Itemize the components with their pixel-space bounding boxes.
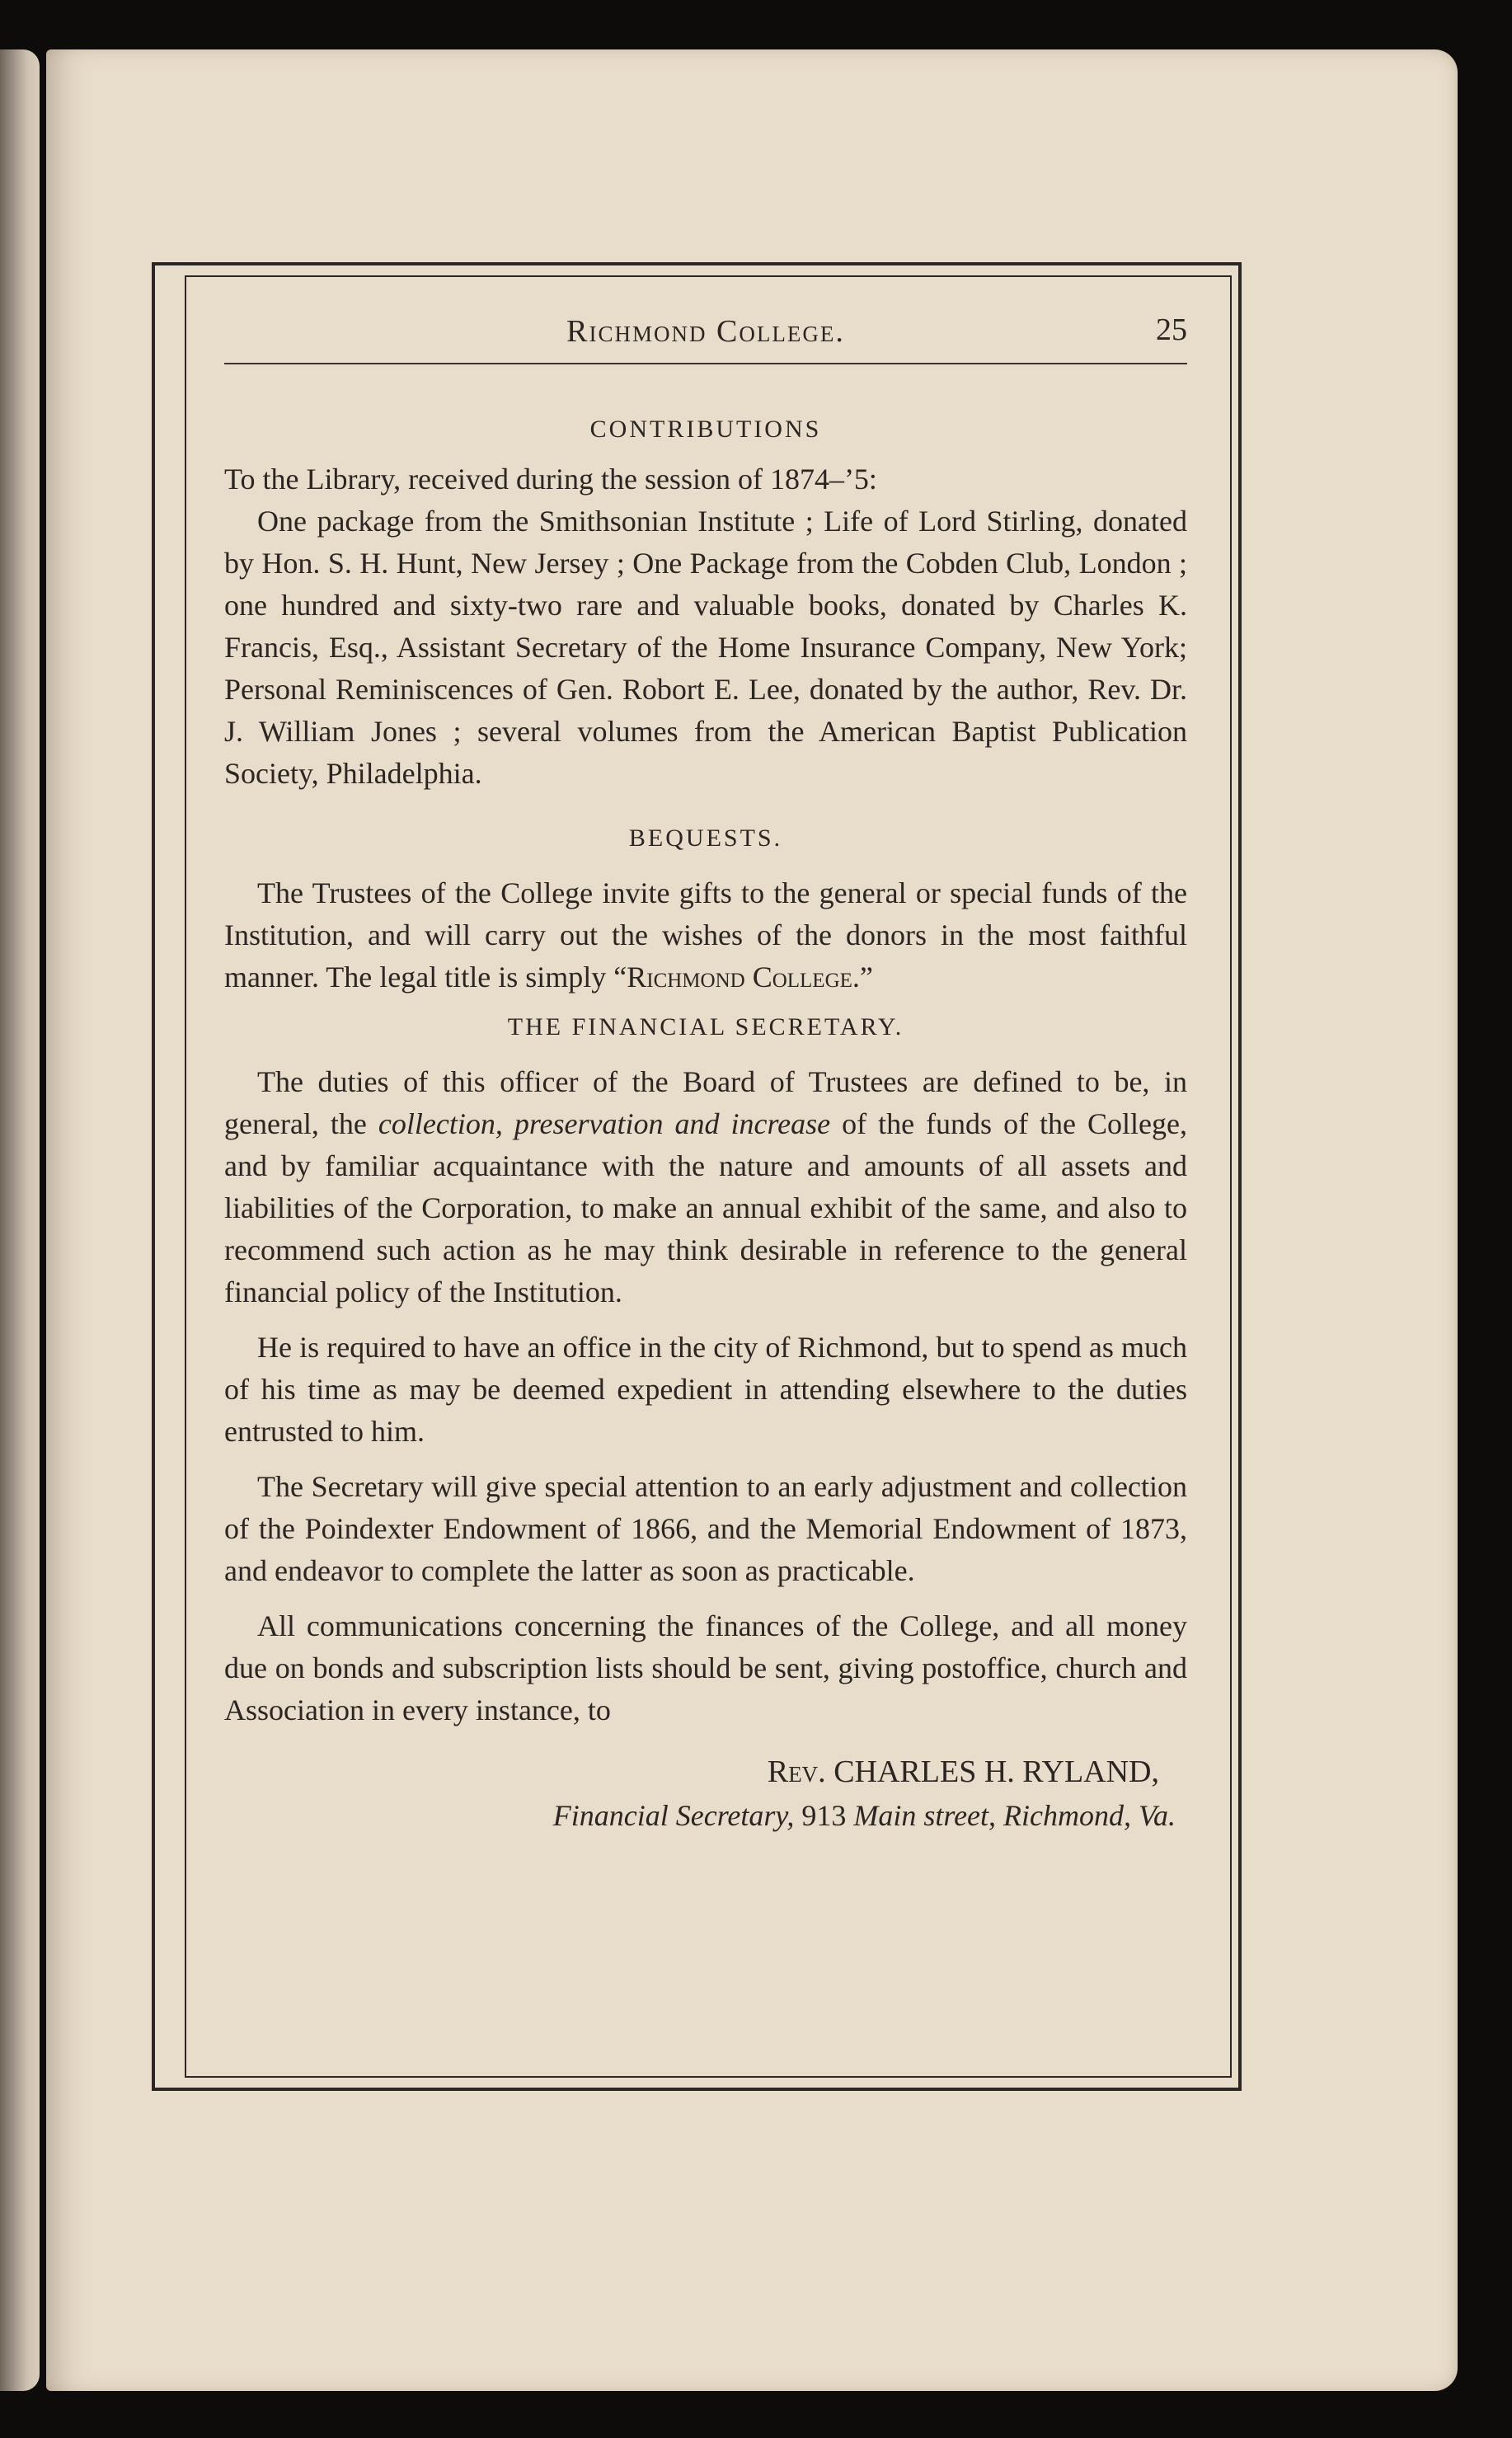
facing-page-edge [0,49,40,2391]
contributions-intro: To the Library, received during the session of 1874–’5: [224,463,877,496]
signature-role: Financial Secretary, [552,1799,795,1832]
signature-name: CHARLES H. RYLAND, [833,1755,1159,1789]
duties-text-start: The duties of this officer of the Board of Trustees are defined to be, in general, the [224,1065,1187,1140]
financial-secretary-endowments: The Secretary will give special attention to an early adjustment and collection of the Poindexter Endowment of 1866, and the Memorial Endowment of 1873, and endeavor to complete the latter as soon as practicable. [224,1470,1187,1587]
page-content [224,305,1187,1837]
bequests-legal-title: Richmond College [627,961,852,994]
bequests-text-end: .” [852,961,873,994]
contributions-body: One package from the Smithsonian Institute ; Life of Lord Stirling, donated by Hon. S. H. Hunt, New Jersey ; One Package from the Cobden Club, London ; one hundred and sixty-two rare and valuable books, donated by Charles K. Francis, Esq., Assistant Secretary of the Home Insurance Company, New York; Personal Reminiscences of Gen. Robort E. Lee, donated by the author, Rev. Dr. J. William Jones ; several volumes from the American Baptist Publication Society, Philadelphia. [224,505,1187,790]
signature-street: Main street, [853,1799,997,1832]
signature-city: Richmond, Va. [1003,1799,1176,1832]
signature-address-number: 913 [801,1799,847,1832]
financial-secretary-office: He is required to have an office in the city of Richmond, but to spend as much of his time as may be deemed expedient in attending elsewhere to the duties entrusted to him. [224,1331,1187,1448]
signature-name-line [224,1750,1187,1794]
financial-secretary-communications: All communications concerning the finances of the College, and all money due on bonds and subscription lists should be sent, giving postoffice, church and Association in every instance, to [224,1609,1187,1726]
page-number: 25 [1156,312,1187,347]
bequests-body [224,872,1187,998]
financial-secretary-heading: THE FINANCIAL SECRETARY. [507,1013,904,1040]
duties-italic: collection, preservation and increase [378,1107,831,1140]
running-title: Richmond College. [566,314,845,349]
bequests-text: The Trustees of the College invite gifts to the general or special funds of the Institution, and will carry out the wishes of the donors in the most faithful manner. The legal title is simply “ [224,876,1187,994]
running-head [224,305,1187,364]
bequests-heading: BEQUESTS. [628,824,783,852]
signature-prefix: Rev. [767,1755,826,1789]
financial-secretary-duties [224,1061,1187,1313]
signature-address-line [224,1794,1187,1837]
contributions-heading: CONTRIBUTIONS [589,416,822,443]
duties-text-end: of the funds of the College, and by familiar acquaintance with the nature and amounts of all assets and liabilities of the Corporation, to make an annual exhibit of the same, and also to recommend such action as he may think desirable in reference to the general financial policy of the Institution. [224,1107,1188,1308]
